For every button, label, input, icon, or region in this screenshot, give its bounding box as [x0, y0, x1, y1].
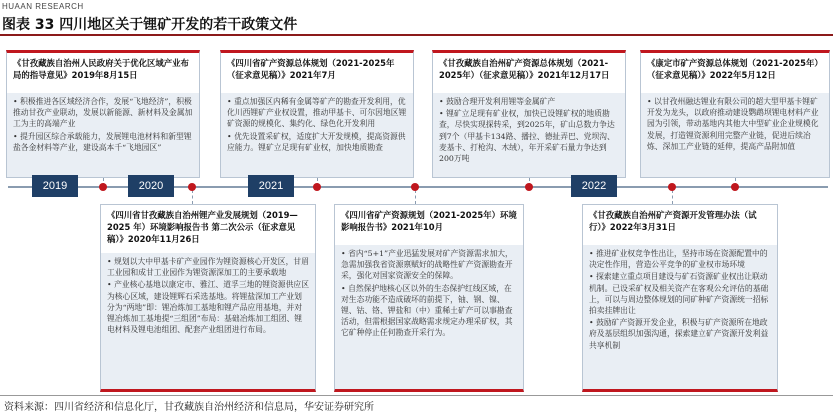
timeline-dot: [99, 183, 107, 191]
title-rule: [0, 34, 833, 36]
card-paragraph: • 推进矿业权竞争性出让，坚持市场在资源配置中的决定性作用，营造公平竞争的矿业权市场环境: [589, 249, 768, 270]
card-paragraph: • 产业核心基地以康定市、雅江、道孚三地的锂资源供应区为核心区域，建设锂辉石采选基地。将锂盐深加工产业划分为“两地”即：锂冶炼加工基地和锂产品应用基地，并对锂冶炼加工基地提“三组团”布局：基础冶炼加工组团、锂电材料及锂电池组团、配套产业组团进行布局。: [107, 280, 309, 335]
timeline-dot: [731, 183, 739, 191]
card-paragraph: • 探索建立重点项目建设与矿石资源矿业权出让联动机制。已设采矿权及相关资产在客观公允评估的基础上，可以与周边整体规划的同矿种矿产资源统一招标拍卖挂牌出让: [589, 272, 769, 316]
year-label-2019: 2019: [32, 175, 78, 197]
card-heading: 《四川省矿产资源总体规划（2021-2025年（征求意见稿）》2021年7月: [227, 58, 395, 80]
year-label-2020: 2020: [128, 175, 174, 197]
card-paragraph: • 锂矿立足现有矿业权，加快已设锂矿权的地质勘查，尽快实现探转采，到2025年，矿山总数力争达到7个（甲基卡134路、播拉、德扯弄巴、党坝沟、麦基卡、打枪沟、木绒），年开采矿石量力争达到200万吨: [439, 109, 615, 164]
policy-card-2019: [6, 50, 200, 178]
card-heading: 《四川省甘孜藏族自治州锂产业发展规划（2019—2025 年）环境影响报告书 第二次公示（征求意见稿）》2020年11月26日: [107, 210, 298, 244]
card-heading: 《康定市矿产资源总体规划（2021-2025年）（征求意见稿）》2022年5月12日: [647, 58, 823, 80]
card-paragraph: • 以甘孜州融达锂业有限公司的超大型甲基卡锂矿开发为龙头，以政府推动建设鹦鹉坝锂电材料产业园为引领，带动基地内其他大中型矿业企业规模化发展，打造锂资源利用完整产业链，促进后续冶炼、深加工产业链的延伸，提高产品附加值: [647, 97, 819, 151]
card-body: [583, 245, 777, 389]
card-paragraph: • 提升园区综合承载能力，发展锂电池材料和新型锂盐各金材料等产业，建设高本千“飞地园区”: [13, 131, 192, 152]
card-body: [641, 93, 829, 177]
timeline-dot: [668, 183, 676, 191]
card-paragraph: • 鼓励合理开发利用锂等金属矿产: [439, 97, 556, 106]
page-title: 图表 33 四川地区关于锂矿开发的若干政策文件: [2, 17, 298, 33]
footer-rule: [0, 395, 833, 396]
card-paragraph: • 自然保护地核心区以外的生态保护红线区域，在对生态功能不造成破坏的前提下，铀、钢、镍、锂、钴、铬、钾盐和（中）重稀土矿产可以事勘查活动，但需根据国家战略需求规定办理采矿权，其它矿种停止任何勘查开采行为。: [341, 283, 513, 338]
card-body: [7, 93, 199, 177]
card-body: [335, 245, 523, 389]
card-heading: 《甘孜藏族自治州人民政府关于优化区域产业布局的指导意见》2019年8月15日: [13, 58, 189, 80]
policy-card-2022-mar: [582, 204, 778, 392]
card-paragraph: • 优先设置采矿权，适度扩大开发规模，提高资源供应能力。锂矿立足现有矿业权，加快地质勘查: [227, 131, 406, 152]
policy-card-2020-nov: [100, 204, 316, 392]
card-paragraph: • 省内“5+1”产业迅猛发展对矿产资源需求加大，急需加强我省资源禀赋好的战略性矿产资源勘查开采，强化对国家资源安全的保障。: [341, 249, 513, 281]
card-heading: 《四川省矿产资源规划（2021-2025年）环境影响报告书》2021年10月: [341, 210, 517, 232]
policy-card-2021-oct: [334, 204, 524, 392]
brand-name: HUAAN RESEARCH: [2, 2, 84, 11]
card-heading: 《甘孜藏族自治州矿产资源总体规划（2021-2025年）（征求意见稿）》2021年12月17日: [439, 58, 610, 80]
policy-card-2021-jul: [220, 50, 414, 178]
policy-card-2022-may: [640, 50, 830, 178]
connector-line: [415, 190, 416, 204]
card-body: [221, 93, 413, 177]
connector-line: [192, 190, 193, 204]
timeline-dot: [525, 183, 533, 191]
connector-line: [672, 190, 673, 204]
card-paragraph: • 规划以大中甲基卡矿产业园作为锂资源核心开发区，甘眉工业园和成甘工业园作为锂资源深加工的主要承载地: [107, 257, 309, 278]
year-label-2021: 2021: [248, 175, 294, 197]
card-paragraph: • 鼓励矿产资源开发企业，积极与矿产资源所在地政府及基层组织加强沟通，探索建立矿产资源开发利益共享机制: [589, 318, 769, 350]
card-body: [433, 93, 625, 177]
timeline-dot: [313, 183, 321, 191]
timeline-dot: [188, 183, 196, 191]
year-label-2022: 2022: [571, 175, 617, 197]
card-body: [101, 253, 315, 389]
card-paragraph: • 积极推进各区域经济合作，发展“飞地经济”，积极推动甘孜产业联动，发展以新能源、新材料及金属加工为主的高端产业: [13, 97, 193, 129]
card-paragraph: • 重点加强区内稀有金属等矿产的勘查开发利用，优化川西锂矿产业权设置，推动甲基卡、可尔因地区锂矿资源的规模化、集约化、绿色化开发利用: [227, 97, 407, 129]
card-heading: 《甘孜藏族自治州矿产资源开发管理办法（试行）》2022年3月31日: [589, 210, 757, 232]
timeline-dot: [411, 183, 419, 191]
source-note: 资料来源：四川省经济和信息化厅，甘孜藏族自治州经济和信息局，华安证券研究所: [4, 402, 374, 413]
policy-card-2021-dec: [432, 50, 626, 178]
